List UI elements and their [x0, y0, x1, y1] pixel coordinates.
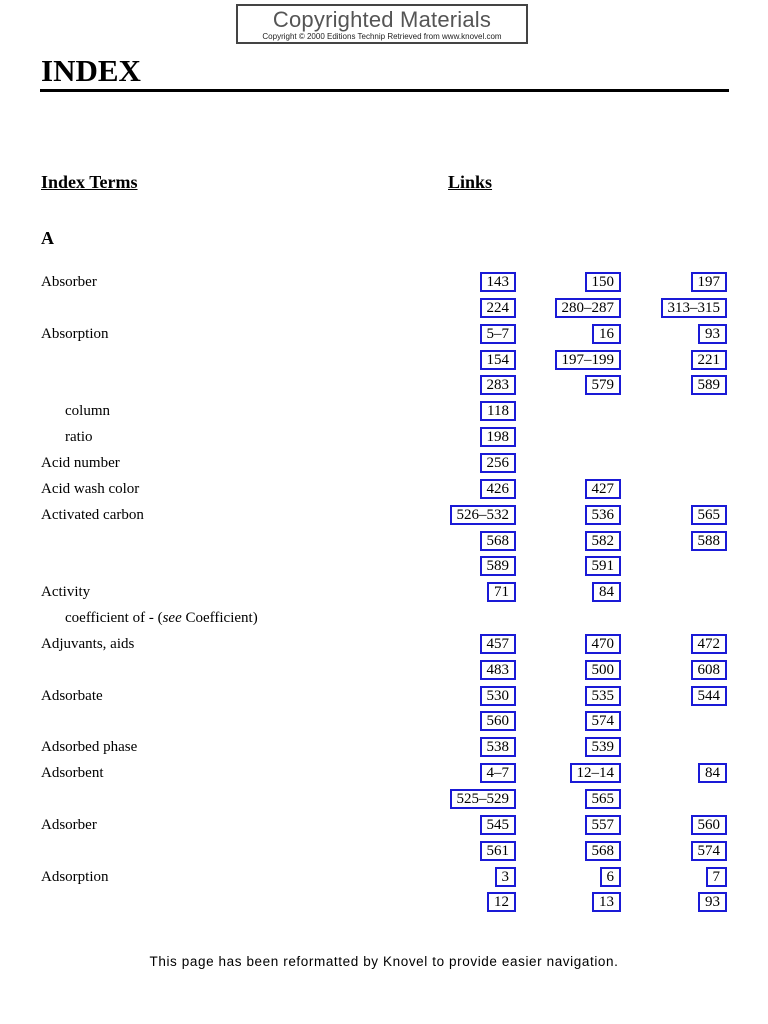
footer-note: This page has been reformatted by Knovel to provide easier navigation.	[149, 954, 619, 969]
page-link[interactable]: 539	[585, 737, 622, 757]
index-entry-row	[0, 297, 768, 319]
index-entry-row	[0, 400, 768, 422]
page-link[interactable]: 608	[691, 660, 728, 680]
page-link[interactable]: 84	[698, 763, 727, 783]
page-link[interactable]: 150	[585, 272, 622, 292]
index-term: Adsorber	[41, 817, 97, 833]
page-link[interactable]: 538	[480, 737, 517, 757]
page-link[interactable]: 197–199	[555, 350, 622, 370]
see-reference: see	[162, 610, 182, 626]
page-link[interactable]: 574	[585, 711, 622, 731]
index-term: column	[65, 403, 110, 419]
page-link[interactable]: 3	[495, 867, 517, 887]
page-link[interactable]: 500	[585, 660, 622, 680]
index-entry-row	[0, 349, 768, 371]
page-link[interactable]: 574	[691, 841, 728, 861]
page-link[interactable]: 591	[585, 556, 622, 576]
page-link[interactable]: 589	[480, 556, 517, 576]
banner-title: Copyrighted Materials	[272, 7, 492, 32]
page-link[interactable]: 560	[480, 711, 517, 731]
index-term	[65, 607, 258, 629]
page-link[interactable]: 224	[480, 298, 517, 318]
index-entry-row	[0, 814, 768, 836]
index-term: Adjuvants, aids	[41, 636, 135, 652]
page-link[interactable]: 565	[585, 789, 622, 809]
index-entry-row	[0, 478, 768, 500]
page-link[interactable]: 536	[585, 505, 622, 525]
page-link[interactable]: 483	[480, 660, 517, 680]
page-link[interactable]: 457	[480, 634, 517, 654]
page-link[interactable]: 545	[480, 815, 517, 835]
page-link[interactable]: 7	[706, 867, 728, 887]
page-link[interactable]: 544	[691, 686, 728, 706]
index-entry-row	[0, 866, 768, 888]
page-link[interactable]: 198	[480, 427, 517, 447]
page-link[interactable]: 525–529	[450, 789, 517, 809]
title-divider	[40, 89, 729, 92]
page-link[interactable]: 283	[480, 375, 517, 395]
page-link[interactable]: 560	[691, 815, 728, 835]
index-entry-row	[0, 736, 768, 758]
page-link[interactable]: 5–7	[480, 324, 517, 344]
index-entry-row	[0, 504, 768, 526]
index-term: Absorber	[41, 274, 97, 290]
section-letter: A	[41, 228, 54, 248]
page-link[interactable]: 535	[585, 686, 622, 706]
index-entry-row	[0, 685, 768, 707]
page-link[interactable]: 568	[585, 841, 622, 861]
page-link[interactable]: 93	[698, 324, 727, 344]
index-entry-row	[0, 840, 768, 862]
index-entry-row	[0, 762, 768, 784]
page-link[interactable]: 256	[480, 453, 517, 473]
index-term: Adsorbent	[41, 765, 104, 781]
page-link[interactable]: 13	[592, 892, 621, 912]
page-link[interactable]: 12	[487, 892, 516, 912]
index-term-text: Coefficient)	[181, 610, 258, 626]
page-link[interactable]: 12–14	[570, 763, 622, 783]
page-link[interactable]: 71	[487, 582, 516, 602]
index-entry-row	[0, 555, 768, 577]
page-link[interactable]: 530	[480, 686, 517, 706]
page-link[interactable]: 4–7	[480, 763, 517, 783]
index-entry-row	[0, 452, 768, 474]
index-entry-row	[0, 788, 768, 810]
index-term: Activity	[41, 584, 91, 600]
page-link[interactable]: 582	[585, 531, 622, 551]
page-link[interactable]: 6	[600, 867, 622, 887]
page-link[interactable]: 426	[480, 479, 517, 499]
index-entry-row	[0, 633, 768, 655]
page-link[interactable]: 143	[480, 272, 517, 292]
banner-subtitle: Copyright © 2000 Editions Technip Retrieved from www.knovel.com	[262, 32, 502, 41]
page-link[interactable]: 470	[585, 634, 622, 654]
page-link[interactable]: 93	[698, 892, 727, 912]
index-entry-row	[0, 271, 768, 293]
page-link[interactable]: 313–315	[661, 298, 728, 318]
page-title: INDEX	[41, 53, 141, 88]
index-entry-row	[0, 659, 768, 681]
index-term: Acid wash color	[41, 481, 140, 497]
index-entry-row	[0, 710, 768, 732]
index-entry-row	[0, 323, 768, 345]
page-link[interactable]: 118	[480, 401, 516, 421]
page-link[interactable]: 154	[480, 350, 517, 370]
index-term-text: coefficient of - (	[65, 610, 163, 626]
page-link[interactable]: 526–532	[450, 505, 517, 525]
index-entry-row	[0, 426, 768, 448]
copyright-banner	[236, 4, 528, 44]
index-term: Adsorption	[41, 869, 109, 885]
page-link[interactable]: 557	[585, 815, 622, 835]
page-link[interactable]: 568	[480, 531, 517, 551]
page-link[interactable]: 472	[691, 634, 728, 654]
column-header-index-terms: Index Terms	[41, 172, 138, 192]
page-link[interactable]: 280–287	[555, 298, 622, 318]
index-entry-row	[0, 581, 768, 603]
page-link[interactable]: 589	[691, 375, 728, 395]
page-link[interactable]: 579	[585, 375, 622, 395]
index-term: Absorption	[41, 326, 109, 342]
index-term: ratio	[65, 429, 93, 445]
index-term: Adsorbed phase	[41, 739, 138, 755]
index-entry-row	[0, 374, 768, 396]
page-link[interactable]: 197	[691, 272, 728, 292]
index-term: Acid number	[41, 455, 120, 471]
page-link[interactable]: 427	[585, 479, 622, 499]
index-term: Activated carbon	[41, 507, 144, 523]
page-link[interactable]: 561	[480, 841, 517, 861]
index-entry-row	[0, 607, 768, 629]
page-link[interactable]: 565	[691, 505, 728, 525]
column-header-links: Links	[448, 172, 493, 192]
page-link[interactable]: 84	[592, 582, 621, 602]
index-entry-row	[0, 530, 768, 552]
page-link[interactable]: 588	[691, 531, 728, 551]
page-link[interactable]: 221	[691, 350, 728, 370]
page-link[interactable]: 16	[592, 324, 621, 344]
index-entry-row	[0, 891, 768, 913]
index-term: Adsorbate	[41, 688, 103, 704]
